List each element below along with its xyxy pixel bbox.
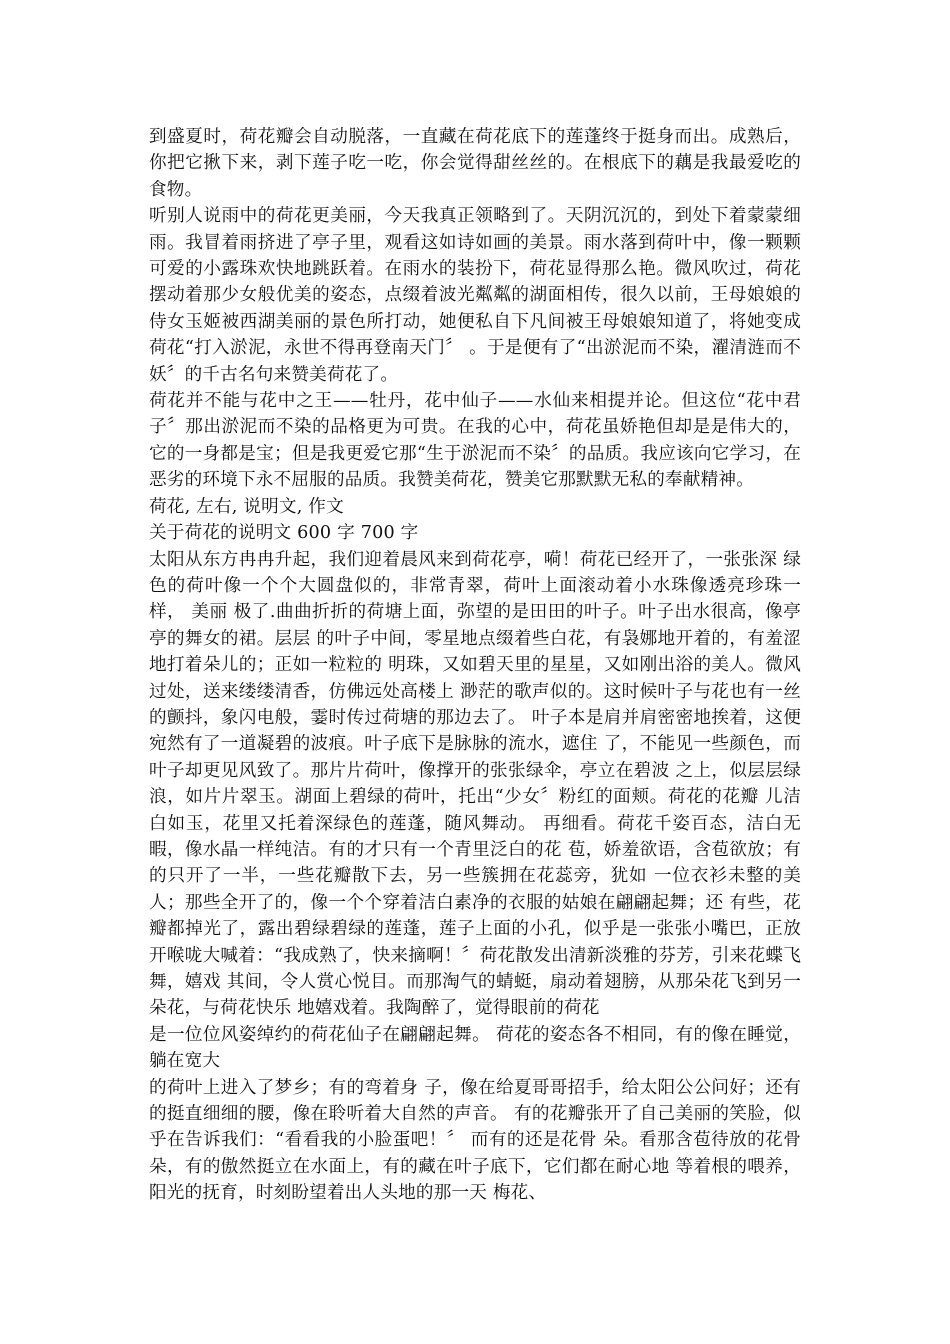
paragraph-lotus-seedpod: 到盛夏时，荷花瓣会自动脱落，一直藏在荷花底下的莲蓬终于挺身而出。成熟后，你把它揪下来，剥下莲子吃一吃，你会觉得甜丝丝的。在根底下的藕是我最爱吃的食物。 <box>149 127 801 200</box>
keywords-line: 荷花, 左右, 说明文, 作文 <box>149 496 344 517</box>
article-title: 关于荷花的说明文 600 字 700 字 <box>149 523 419 544</box>
paragraph-lotus-character: 荷花并不能与花中之王——牡丹，花中仙子——水仙来相提并论。但这位“花中君子〞那出淤泥而不染的品格更为可贵。在我的心中，荷花虽娇艳但却是是伟大的，它的一身都是宝；但是我更爱它那“生于淤泥而不染〞的品质。我应该向它学习，在恶劣的环境下永不屈服的品质。我赞美荷花，赞美它那默默无私的奉献精神。 <box>149 391 801 491</box>
document-page <box>149 124 801 1207</box>
paragraph-lotus-in-rain: 听别人说雨中的荷花更美丽，今天我真正领略到了。天阴沉沉的，到处下着蒙蒙细雨。我冒着雨挤进了亭子里，观看这如诗如画的美景。雨水落到荷叶中，像一颗颗可爱的小露珠欢快地跳跃着。在雨水的装扮下，荷花显得那么艳。微风吹过，荷花摆动着那少女般优美的姿态，点缀着波光粼粼的湖面相传，很久以前，王母娘娘的侍女玉姬被西湖美丽的景色所打动，她便私自下凡间被王母娘娘知道了，将她变成荷花“打入淤泥，永世不得再登南天门〞 。于是便有了“出淤泥而不染，濯清涟而不妖〞的千古名句来赞美荷花了。 <box>149 206 801 385</box>
paragraph-lotus-postures: 的荷叶上进入了梦乡；有的弯着身 子，像在给夏哥哥招手，给太阳公公问好；还有的挺直细细的腰，像在聆听着大自然的声音。 有的花瓣张开了自己美丽的笑脸，似乎在告诉我们：“看看我的小脸蛋吧！〞 而有的还是花骨 朵。看那含苞待放的花骨朵，有的傲然挺立在水面上，有的藏在叶子底下，它们都在耐心地 等着根的喂养，阳光的抚育，时刻盼望着出人头地的那一天 梅花、 <box>149 1077 801 1204</box>
paragraph-lotus-fairy: 是一位位风姿绰约的荷花仙子在翩翩起舞。 荷花的姿态各不相同，有的像在睡觉，躺在宽大 <box>149 1024 801 1072</box>
paragraph-morning-pond: 太阳从东方冉冉升起，我们迎着晨风来到荷花亭，嗬！荷花已经开了，一张张深 绿色的荷叶像一个个大圆盘似的，非常青翠，荷叶上面滚动着小水珠像透亮珍珠一样， 美丽 极了.曲曲折折的荷塘上面，弥望的是田田的叶子。叶子出水很高，像亭亭的舞女的裙。层层 的叶子中间，零星地点缀着些白花，有袅娜地开着的，有羞涩地打着朵儿的；正如一粒粒的 明珠，又如碧天里的星星，又如刚出浴的美人。微风过处，送来缕缕清香，仿佛远处高楼上 渺茫的歌声似的。这时候叶子与花也有一丝的颤抖，象闪电般，霎时传过荷塘的那边去了。 叶子本是肩并肩密密地挨着，这便宛然有了一道凝碧的波痕。叶子底下是脉脉的流水，遮住 了，不能见一些颜色，而叶子却更见风致了。那片片荷叶，像撑开的张张绿伞，亭立在碧波 之上，似层层绿浪，如片片翠玉。湖面上碧绿的荷叶，托出“少女〞粉红的面颊。荷花的花瓣 儿洁白如玉，花里又托着深绿色的莲蓬，随风舞动。 再细看。荷花千姿百态，洁白无暇，像水晶一样纯洁。有的才只有一个青里泛白的花 苞，娇羞欲语，含苞欲放；有的只开了一半，一些花瓣散下去，另一些簇拥在花蕊旁，犹如 一位衣衫未整的美人；那些全开了的，像一个个穿着洁白素净的衣服的姑娘在翩翩起舞；还 有些，花瓣都掉光了，露出碧绿碧绿的莲蓬，莲子上面的小孔，似乎是一张张小嘴巴，正放 开喉咙大喊着：“我成熟了，快来摘啊！〞荷花散发出清新淡雅的芬芳，引来花蝶飞舞，嬉戏 其间，令人赏心悦目。而那淘气的蜻蜓，扇动着翅膀，从那朵花飞到另一朵花，与荷花快乐 地嬉戏着。我陶醉了，觉得眼前的荷花 <box>149 549 801 1019</box>
